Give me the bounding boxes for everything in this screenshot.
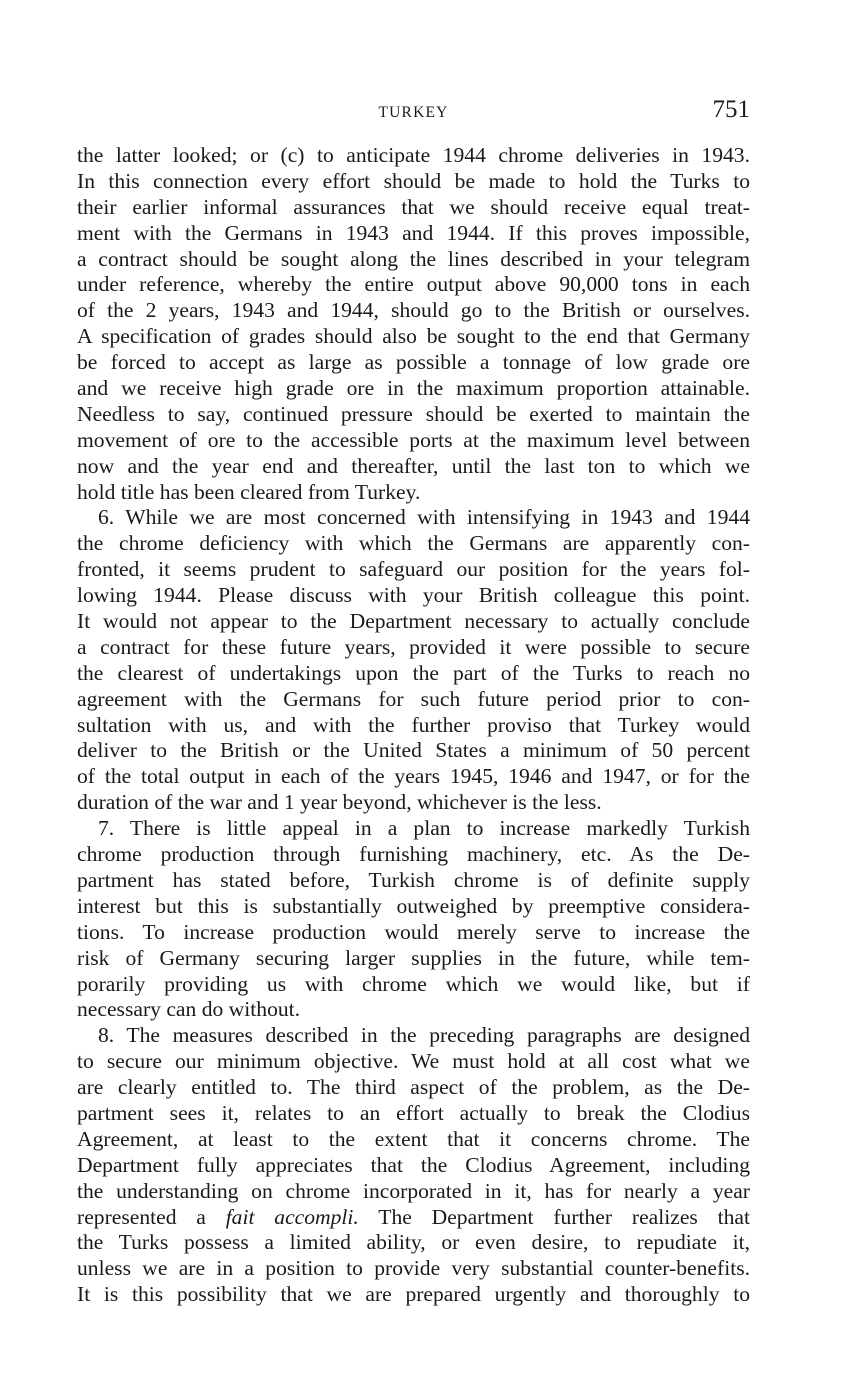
text-segment: The Department further realizes that [358,1204,750,1229]
italic-phrase: fait accompli. [225,1204,359,1229]
text-line: the Turks possess a limited ability, or even desire, to repudiate it, [77,1230,750,1255]
text-line: be forced to accept as large as possible a tonnage of low grade ore [77,350,750,375]
text-line: their earlier informal assurances that we should receive equal treat- [77,194,750,219]
text-line: of the total output in each of the years 1945, 1946 and 1947, or for the [77,764,750,789]
paragraph-7 [77,816,750,1023]
text-line: risk of Germany securing larger supplies in the future, while tem- [77,945,750,970]
text-line: tions. To increase production would merely serve to increase the [77,919,750,944]
text-line: movement of ore to the accessible ports at the maximum level between [77,427,750,452]
body-text [77,143,750,1308]
text-line: interest but this is substantially outweighed by preemptive considera- [77,893,750,918]
text-line: partment sees it, relates to an effort actually to break the Clodius [77,1100,750,1125]
text-line: under reference, whereby the entire output above 90,000 tons in each [77,272,750,297]
text-line: now and the year end and thereafter, until the last ton to which we [77,453,750,478]
text-line: Department fully appreciates that the Clodius Agreement, including [77,1152,750,1177]
text-line: the chrome deficiency with which the Germans are apparently con- [77,531,750,556]
text-line: unless we are in a position to provide very substantial counter-benefits. [77,1256,750,1281]
text-line: lowing 1944. Please discuss with your British colleague this point. [77,583,750,608]
text-line: and we receive high grade ore in the maximum proportion attainable. [77,376,750,401]
text-line: 6. While we are most concerned with intensifying in 1943 and 1944 [98,505,750,530]
text-line: In this connection every effort should be made to hold the Turks to [77,168,750,193]
text-line: sultation with us, and with the further proviso that Turkey would [77,712,750,737]
text-line: duration of the war and 1 year beyond, whichever is the less. [77,790,602,815]
text-line: 8. The measures described in the preceding paragraphs are designed [98,1023,750,1048]
text-line: hold title has been cleared from Turkey. [77,479,421,504]
text-line: It would not appear to the Department necessary to actually conclude [77,609,750,634]
text-line: to secure our minimum objective. We must hold at all cost what we [77,1049,750,1074]
text-line: deliver to the British or the United States a minimum of 50 percent [77,738,750,763]
paragraph-6 [77,505,750,816]
text-line: are clearly entitled to. The third aspect of the problem, as the De- [77,1075,750,1100]
text-line: ment with the Germans in 1943 and 1944. If this proves impossible, [77,220,750,245]
running-head [77,96,750,130]
text-line: the clearest of undertakings upon the part of the Turks to reach no [77,660,750,685]
running-head-title: TURKEY [378,104,449,121]
text-line: necessary can do without. [77,997,301,1022]
paragraph-continuation [77,143,750,505]
text-line: 7. There is little appeal in a plan to increase markedly Turkish [98,816,750,841]
text-line: Needless to say, continued pressure should be exerted to maintain the [77,401,750,426]
text-line: porarily providing us with chrome which we would like, but if [77,971,750,996]
text-line: chrome production through furnishing machinery, etc. As the De- [77,842,750,867]
text-line: It is this possibility that we are prepared urgently and thoroughly to [77,1282,750,1307]
text-line: a contract should be sought along the lines described in your telegram [77,246,750,271]
text-line-with-italic [77,1205,750,1231]
page-number: 751 [712,96,750,123]
text-segment: represented a [77,1204,226,1229]
text-line: agreement with the Germans for such future period prior to con- [77,686,750,711]
text-line: of the 2 years, 1943 and 1944, should go to the British or ourselves. [77,298,750,323]
text-line: the understanding on chrome incorporated in it, has for nearly a year [77,1178,750,1203]
text-line: a contract for these future years, provided it were possible to secure [77,634,750,659]
paragraph-8 [77,1023,750,1308]
text-line: the latter looked; or (c) to anticipate 1944 chrome deliveries in 1943. [77,143,750,167]
text-line: A specification of grades should also be sought to the end that Germany [77,324,750,349]
text-line: partment has stated before, Turkish chrome is of definite supply [77,867,750,892]
text-line: Agreement, at least to the extent that it concerns chrome. The [77,1126,750,1151]
text-line: fronted, it seems prudent to safeguard our position for the years fol- [77,557,750,582]
